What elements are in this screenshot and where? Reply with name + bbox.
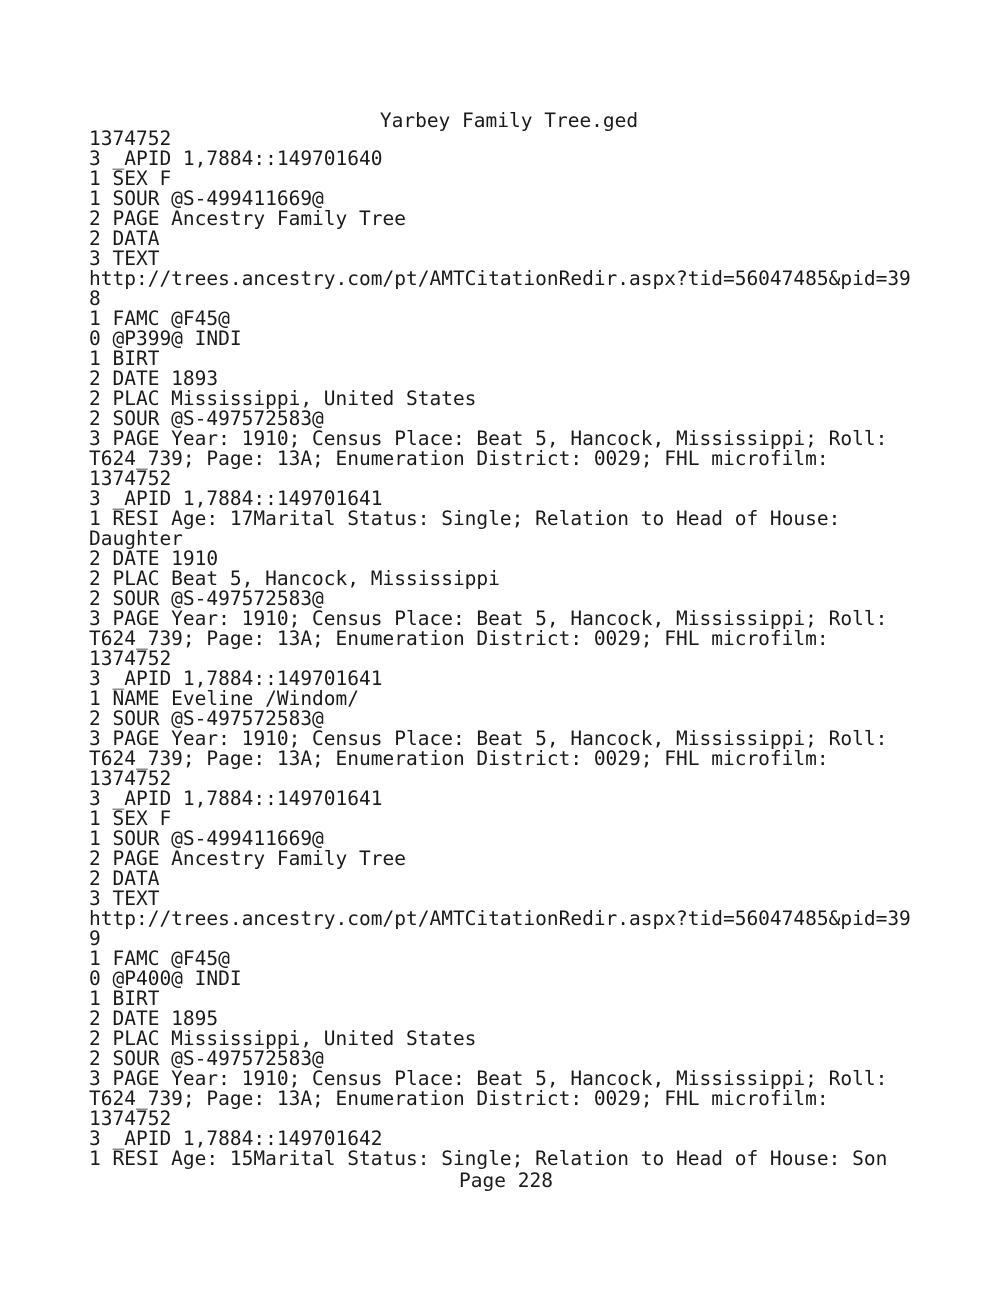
ged-line: 2 DATE 1910 [89,547,219,570]
document-body [89,129,969,1169]
page-footer: Page 228 [459,1169,553,1192]
ged-line: 3 PAGE Year: 1910; Census Place: Beat 5, Hancock, Mississippi; Roll: [89,727,888,750]
ged-line: 2 DATE 1893 [89,367,219,390]
ged-line: 2 SOUR @S-497572583@ [89,1047,324,1070]
ged-line: 2 PLAC Mississippi, United States [89,1027,477,1050]
ged-line: 3 _APID 1,7884::149701641 [89,787,383,810]
ged-line: 1 SEX F [89,807,172,830]
ged-line: T624_739; Page: 13A; Enumeration District: 0029; FHL microfilm: [89,447,829,470]
ged-line: 1 BIRT [89,987,160,1010]
ged-line: 3 PAGE Year: 1910; Census Place: Beat 5, Hancock, Mississippi; Roll: [89,1067,888,1090]
ged-line: 1 SEX F [89,167,172,190]
ged-line: 2 PLAC Beat 5, Hancock, Mississippi [89,567,500,590]
ged-line: T624_739; Page: 13A; Enumeration District: 0029; FHL microfilm: [89,627,829,650]
ged-line: 1374752 [89,767,172,790]
ged-line: 3 TEXT [89,247,160,270]
ged-line: 1 SOUR @S-499411669@ [89,187,324,210]
ged-line: 3 PAGE Year: 1910; Census Place: Beat 5, Hancock, Mississippi; Roll: [89,607,888,630]
ged-line: Daughter [89,527,183,550]
ged-line: 1 BIRT [89,347,160,370]
page-header: Yarbey Family Tree.ged [379,109,639,132]
ged-line: 2 PAGE Ancestry Family Tree [89,207,406,230]
ged-line: 2 DATA [89,227,160,250]
ged-line: 2 SOUR @S-497572583@ [89,707,324,730]
ged-line: 2 PAGE Ancestry Family Tree [89,847,406,870]
ged-line: T624_739; Page: 13A; Enumeration District: 0029; FHL microfilm: [89,747,829,770]
ged-line: 1374752 [89,647,172,670]
ged-line: http://trees.ancestry.com/pt/AMTCitationRedir.aspx?tid=56047485&pid=39 [89,267,911,290]
ged-line: 9 [89,927,101,950]
ged-line: 2 SOUR @S-497572583@ [89,587,324,610]
ged-line: 1374752 [89,467,172,490]
ged-line: http://trees.ancestry.com/pt/AMTCitationRedir.aspx?tid=56047485&pid=39 [89,907,911,930]
ged-line: 3 _APID 1,7884::149701642 [89,1127,383,1150]
ged-line: 1 RESI Age: 15Marital Status: Single; Relation to Head of House: Son [89,1147,888,1170]
ged-line: 1 NAME Eveline /Windom/ [89,687,360,710]
ged-line: 2 SOUR @S-497572583@ [89,407,324,430]
ged-line: 0 @P400@ INDI [89,967,242,990]
ged-line: 3 TEXT [89,887,160,910]
ged-line: 0 @P399@ INDI [89,327,242,350]
ged-line: 1 FAMC @F45@ [89,947,230,970]
ged-line: 1 SOUR @S-499411669@ [89,827,324,850]
ged-line: 3 _APID 1,7884::149701640 [89,147,383,170]
ged-line: 3 _APID 1,7884::149701641 [89,487,383,510]
ged-line: T624_739; Page: 13A; Enumeration District: 0029; FHL microfilm: [89,1087,829,1110]
ged-line: 3 _APID 1,7884::149701641 [89,667,383,690]
ged-line: 2 PLAC Mississippi, United States [89,387,477,410]
ged-line: 1374752 [89,1107,172,1130]
ged-line: 1374752 [89,127,172,150]
ged-line: 1 FAMC @F45@ [89,307,230,330]
ged-line: 8 [89,287,101,310]
ged-line: 3 PAGE Year: 1910; Census Place: Beat 5, Hancock, Mississippi; Roll: [89,427,888,450]
ged-line: 1 RESI Age: 17Marital Status: Single; Relation to Head of House: [89,507,841,530]
ged-line: 2 DATE 1895 [89,1007,219,1030]
ged-line: 2 DATA [89,867,160,890]
